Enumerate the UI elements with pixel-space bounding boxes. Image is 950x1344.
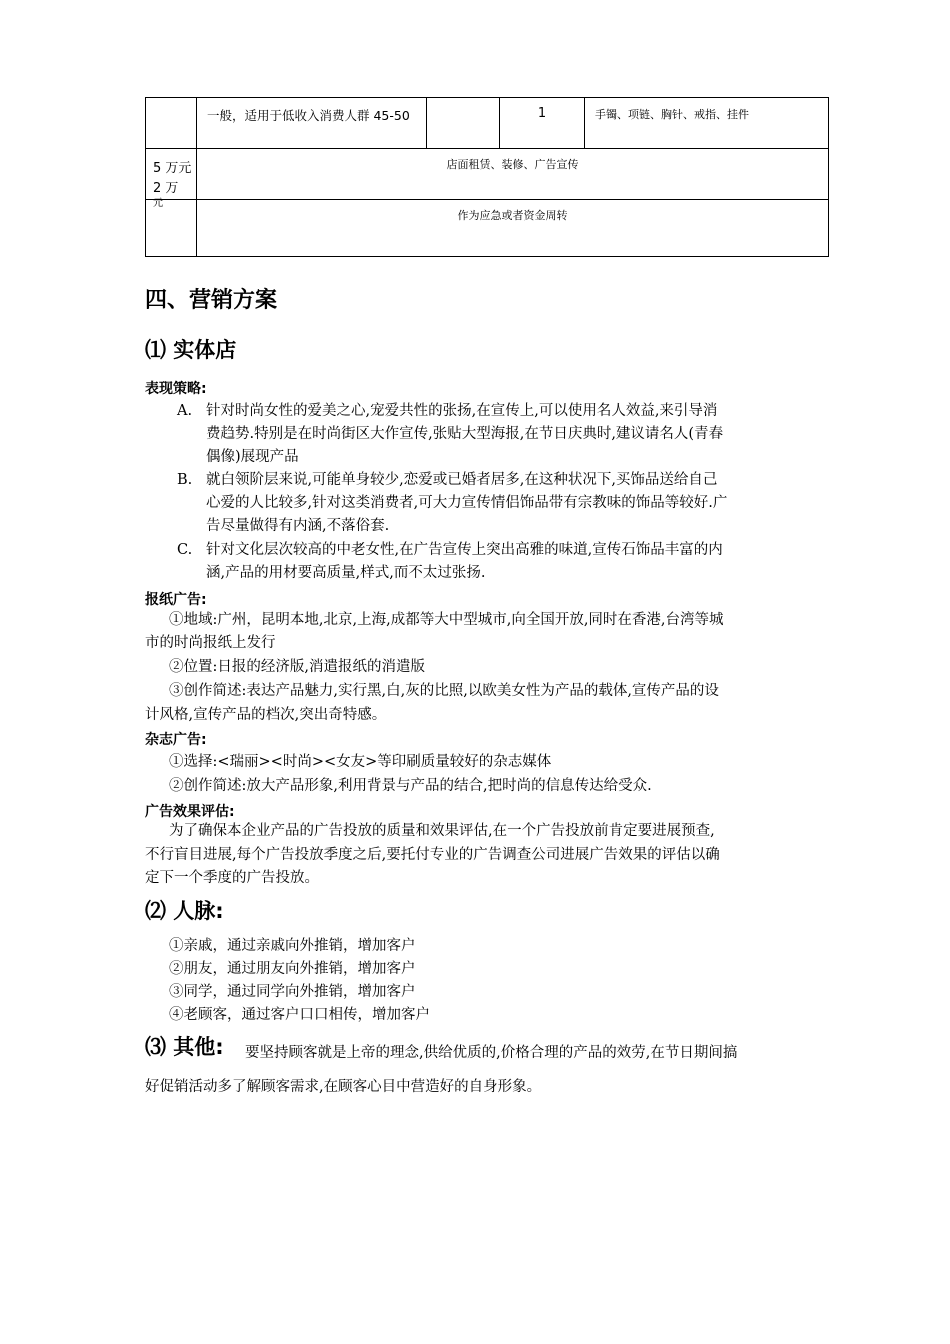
amount-text: 5 万元 [153,161,192,176]
table-cell [146,149,197,200]
list-item [145,469,815,538]
network-item: ④老顾客，通过客户口口相传，增加客户 [169,1007,430,1023]
table-cell [146,200,197,257]
item-line: 告尽量做得有内涵,不落俗套. [206,518,390,534]
other-line: 要坚持顾客就是上帝的理念,供给优质的,价格合理的产品的效劳,在节日期间搞 [245,1045,738,1061]
item-line: 心爱的人比较多,针对这类消费者,可大力宣传情侣饰品带有宗教味的饰品等较好.广 [206,495,728,511]
other-line: 好促销活动多了解顾客需求,在顾客心目中营造好的自身形象。 [145,1079,542,1095]
item-label: A. [177,403,193,419]
product-grade-text: 一般，适用于低收入消费人群 45-50 [207,108,410,123]
newspaper-line: 市的时尚报纸上发行 [145,635,276,651]
newspaper-line: 计风格,宣传产品的档次,突出奇特感。 [145,707,387,723]
magazine-line: ①选择:<瑞丽><时尚><女友>等印刷质量较好的杂志媒体 [169,754,552,770]
table-cell [197,149,829,200]
amount-text: 2 万 [153,181,179,196]
table-cell [427,98,500,149]
table-cell [197,200,829,257]
subsection-title: ⑴ 实体店 [145,338,237,362]
item-line: 针对文化层次较高的中老女性,在广告宣传上突出高雅的味道,宣传石饰品丰富的内 [206,542,723,558]
item-line: 针对时尚女性的爱美之心,宠爱共性的张扬,在宣传上,可以使用名人效益,来引导消 [206,403,718,419]
list-item [145,400,815,469]
item-label: C. [177,542,193,558]
magazine-heading: 杂志广告: [145,732,207,748]
evaluation-line: 不行盲目进展,每个广告投放季度之后,要托付专业的广告调查公司进展广告效果的评估以确 [145,847,720,863]
newspaper-line: ③创作简述:表达产品魅力,实行黑,白,灰的比照,以欧美女性为产品的载体,宣传产品的设 [169,683,719,699]
table-cell [500,98,585,149]
subsection-title: ⑵ 人脉: [145,899,224,923]
newspaper-line: ②位置:日报的经济版,消遣报纸的消遣版 [169,659,425,675]
newspaper-heading: 报纸广告: [145,592,207,608]
list-item [145,539,815,585]
budget-table [145,97,829,257]
magazine-line: ②创作简述:放大产品形象,利用背景与产品的结合,把时尚的信息传达给受众. [169,778,652,794]
network-item: ③同学，通过同学向外推销，增加客户 [169,984,416,1000]
evaluation-line: 定下一个季度的广告投放。 [145,870,319,886]
network-item: ①亲戚，通过亲戚向外推销，增加客户 [169,938,416,954]
section-title: 四、营销方案 [145,288,278,313]
subsection-title: ⑶ 其他: [145,1035,224,1059]
product-types-text: 手镯、项链、胸针、戒指、挂件 [595,108,749,121]
item-label: B. [177,472,193,488]
expense-desc: 作为应急或者资金周转 [457,209,568,222]
item-line: 费趋势.特别是在时尚街区大作宣传,张贴大型海报,在节日庆典时,建议请名人(青春 [206,426,724,442]
network-item: ②朋友，通过朋友向外推销，增加客户 [169,961,416,977]
table-cell [197,98,427,149]
evaluation-heading: 广告效果评估: [145,804,235,820]
newspaper-line: ①地域:广州，昆明本地,北京,上海,成都等大中型城市,向全国开放,同时在香港,台湾等城 [169,612,724,628]
item-line: 就白领阶层来说,可能单身较少,恋爱或已婚者居多,在这种状况下,买饰品送给自己 [206,472,718,488]
expense-desc: 店面租赁、装修、广告宣传 [446,158,579,171]
quantity-text: 1 [537,106,547,121]
item-line: 涵,产品的用材要高质量,样式,而不太过张扬. [206,565,486,581]
table-cell [585,98,829,149]
strategy-heading: 表现策略: [145,381,207,397]
amount-unit-text: 元 [153,198,163,209]
evaluation-line: 为了确保本企业产品的广告投放的质量和效果评估,在一个广告投放前肯定要进展预查, [169,823,715,839]
item-line: 偶像)展现产品 [206,449,299,465]
table-cell [146,98,197,149]
